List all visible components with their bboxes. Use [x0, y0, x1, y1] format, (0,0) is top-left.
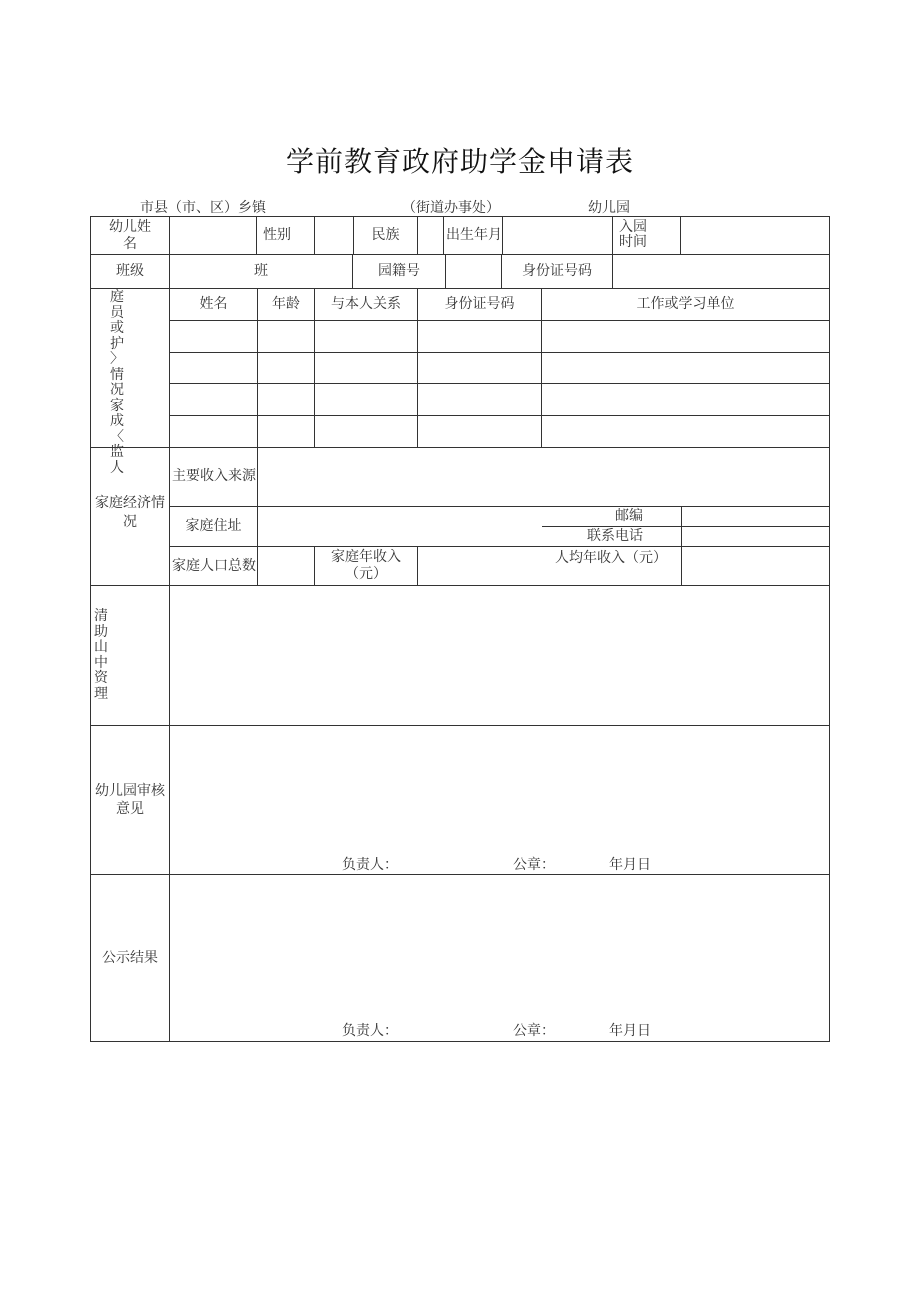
family-col-workplace: 工作或学习单位	[636, 296, 735, 312]
income-source-label: 主要收入来源	[172, 468, 256, 484]
publicity-person-label: 负责人：	[342, 1022, 398, 1039]
per-capita-label: 人均年收入（元）	[555, 549, 667, 566]
birth-label: 出生年月	[446, 226, 502, 243]
ethnicity-field[interactable]	[418, 217, 443, 254]
gender-label: 性别	[263, 227, 291, 243]
child-name-field[interactable]	[170, 217, 256, 254]
postcode-label: 邮编	[615, 508, 643, 524]
review-seal-label: 公章：	[513, 856, 555, 873]
family-col-relation: 与本人关系	[331, 296, 401, 312]
birth-field[interactable]	[503, 217, 612, 254]
family-col-name: 姓名	[199, 296, 228, 312]
application-form-table	[90, 216, 830, 1042]
population-label: 家庭人口总数	[172, 557, 256, 574]
per-capita-field[interactable]	[682, 547, 829, 585]
family-members-side-label: 庭 员 或 护 〉 情 况 家 成 〈 监 人	[110, 289, 124, 476]
family-col-id: 身份证号码	[444, 296, 515, 312]
publicity-date-label: 年月日	[609, 1022, 651, 1039]
annual-income-label: 家庭年收入（元）	[331, 549, 401, 582]
enrollment-no-label: 园籍号	[378, 263, 420, 279]
phone-field[interactable]	[682, 527, 829, 546]
review-date-label: 年月日	[609, 856, 651, 873]
population-field[interactable]	[258, 547, 314, 585]
admission-label: 入园时间	[619, 219, 647, 250]
review-side-label: 幼儿园审核意见	[95, 783, 165, 817]
phone-label: 联系电话	[587, 528, 643, 544]
review-person-label: 负责人：	[342, 856, 398, 873]
header-county: 市县（市、区）乡镇	[140, 200, 266, 216]
admission-field[interactable]	[681, 217, 829, 254]
review-opinion-field[interactable]	[170, 726, 829, 846]
address-field[interactable]	[258, 507, 541, 546]
reason-side-label: 清 助 山 中 资 理	[94, 608, 108, 702]
class-field[interactable]: 班	[254, 263, 268, 279]
income-source-field[interactable]	[258, 448, 829, 506]
publicity-side-label: 公示结果	[102, 949, 158, 966]
family-row-2[interactable]	[170, 353, 829, 383]
postcode-field[interactable]	[682, 507, 829, 526]
header-kindergarten: 幼儿园	[588, 200, 630, 216]
form-title: 学前教育政府助学金申请表	[285, 145, 634, 178]
reason-field[interactable]	[170, 586, 829, 725]
family-row-3[interactable]	[170, 384, 829, 415]
publicity-result-field[interactable]	[170, 875, 829, 1015]
ethnicity-label: 民族	[371, 227, 400, 243]
economy-side-label: 家庭经济情况	[95, 495, 165, 530]
child-name-label: 幼儿姓名	[109, 219, 151, 252]
family-col-age: 年龄	[272, 296, 300, 312]
gender-field[interactable]	[315, 217, 353, 254]
publicity-seal-label: 公章：	[513, 1022, 555, 1039]
class-label: 班级	[116, 263, 144, 279]
id-no-field[interactable]	[613, 255, 829, 288]
header-street: （街道办事处）	[402, 200, 500, 216]
address-label: 家庭住址	[185, 518, 242, 534]
family-row-1[interactable]	[170, 321, 829, 352]
enrollment-no-field[interactable]	[446, 255, 501, 288]
family-row-4[interactable]	[170, 416, 829, 447]
id-no-label: 身份证号码	[522, 263, 592, 279]
